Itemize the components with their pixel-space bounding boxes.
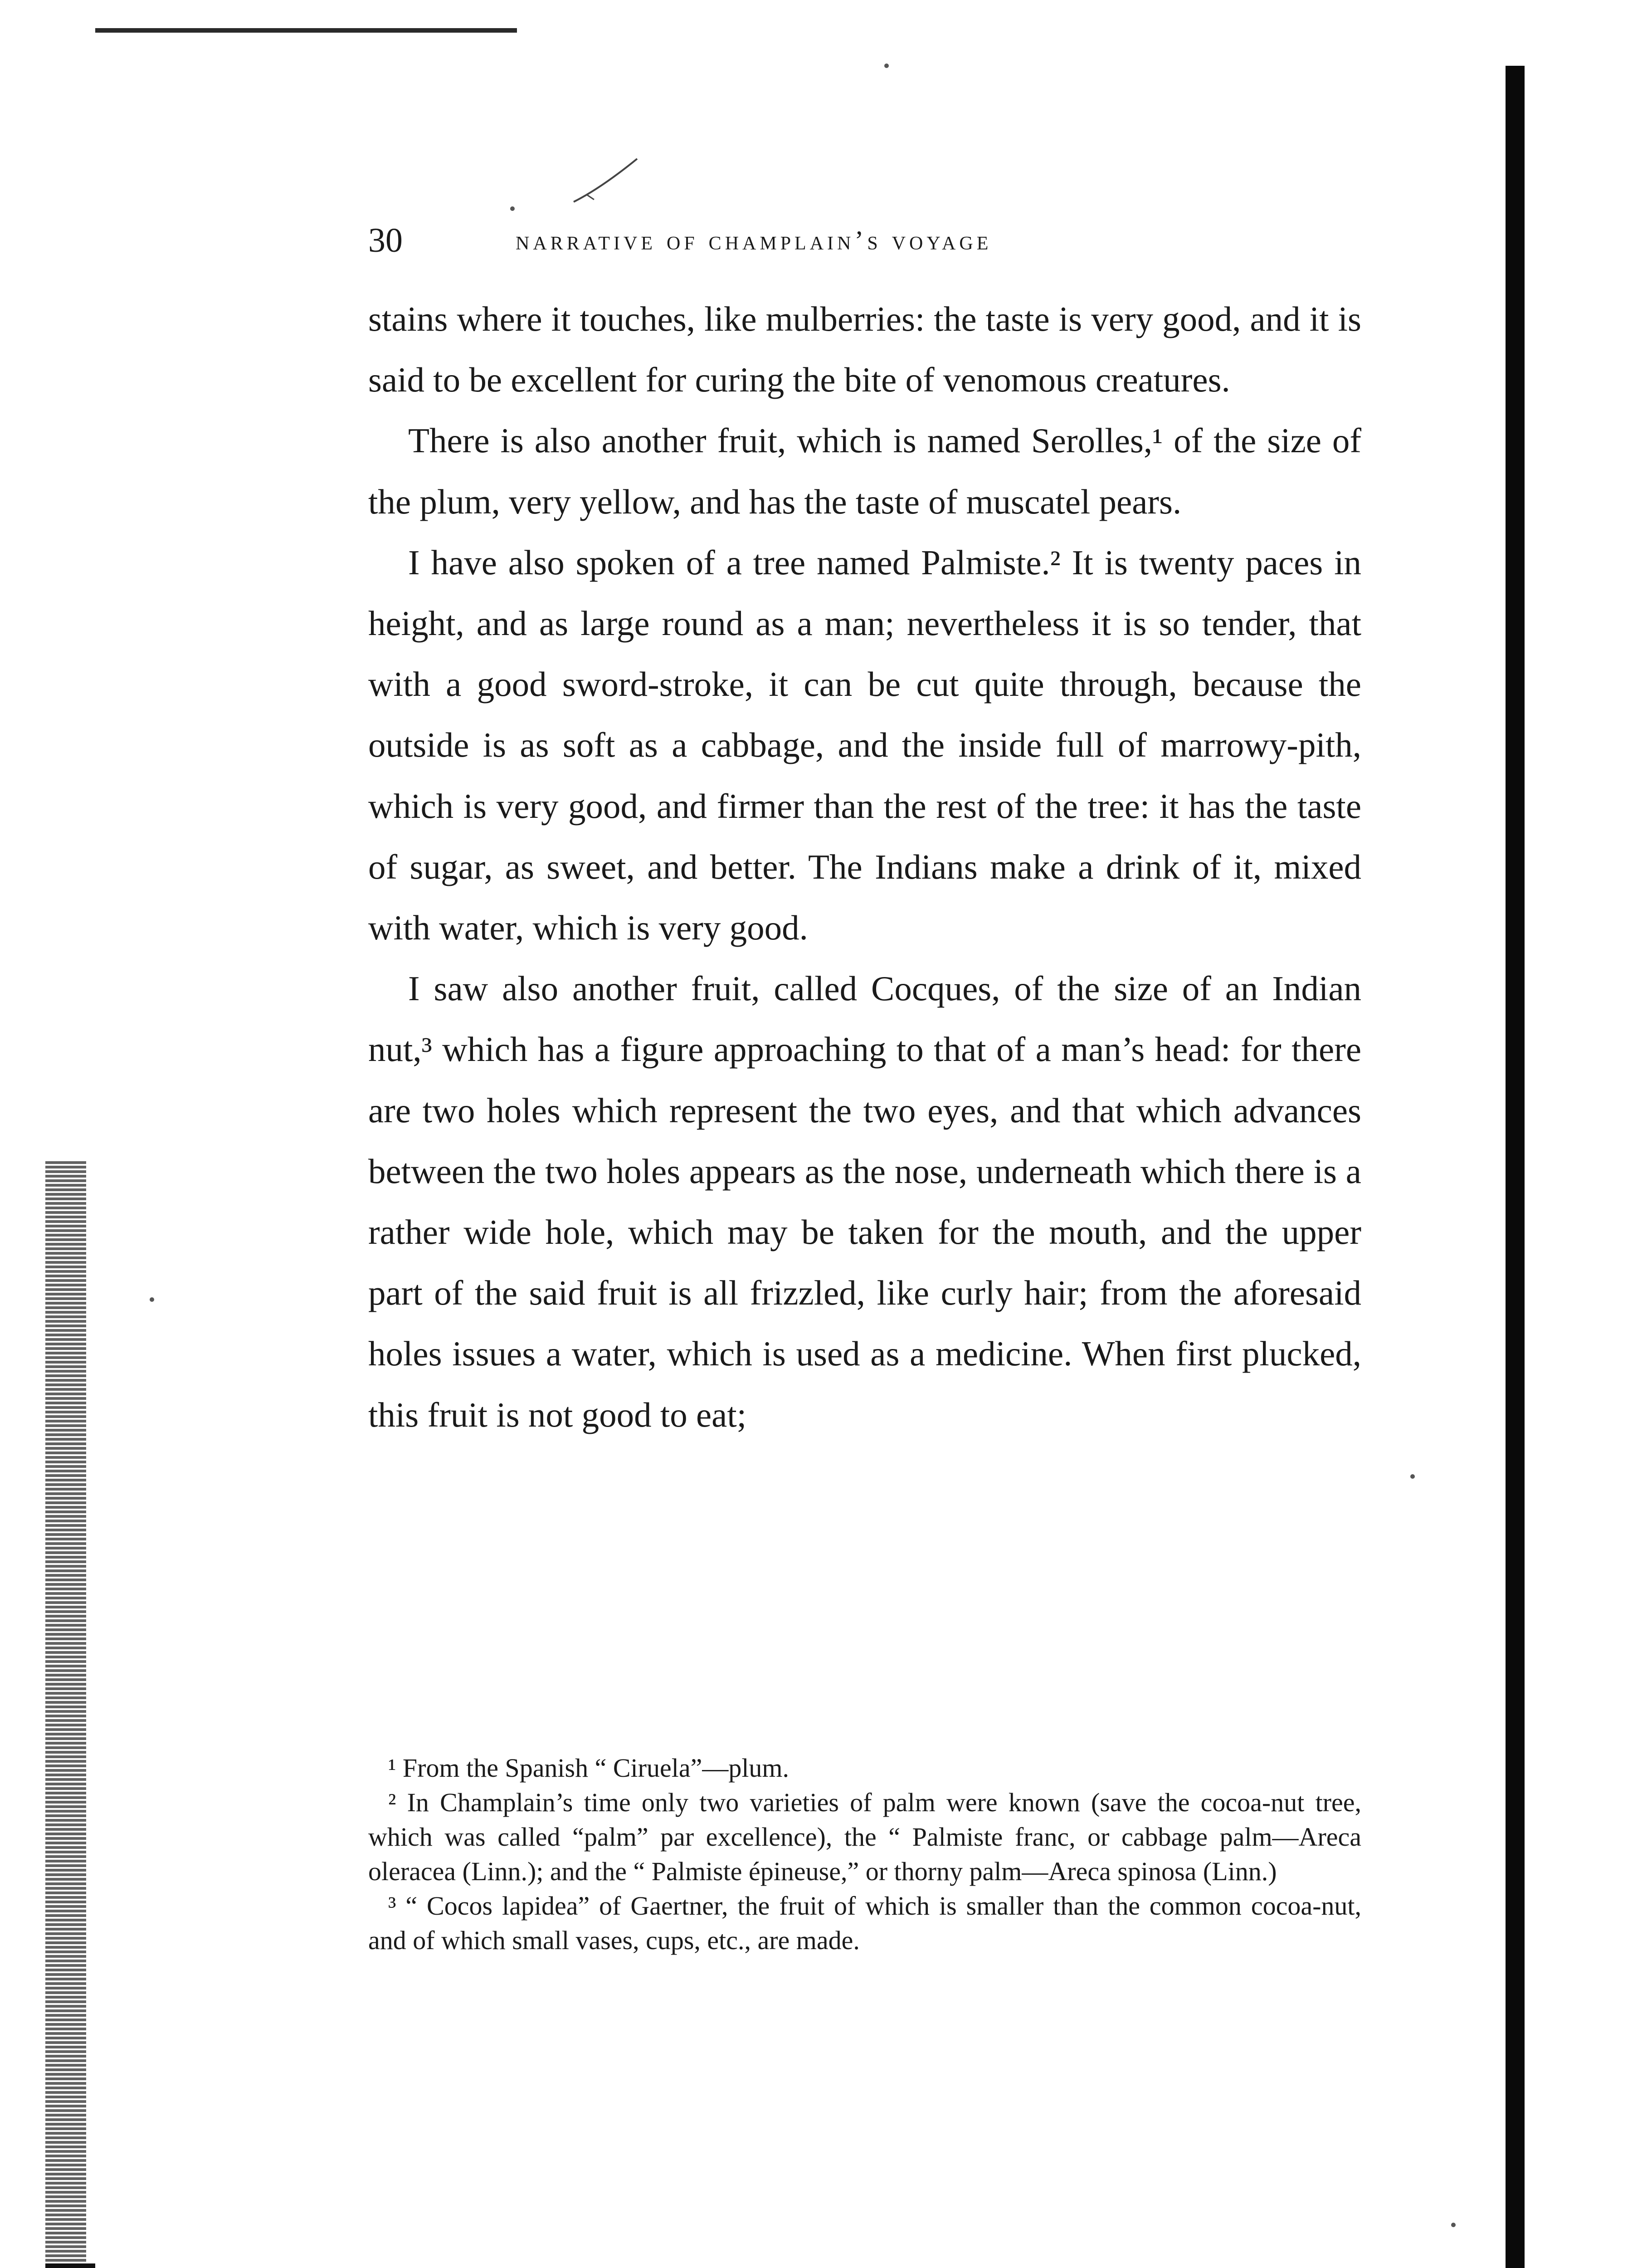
paragraph: I saw also another fruit, called Cocques, of the size of an Indian nut,³ which has a figure approaching to that of a man’s head: for there are two holes which represent the two eyes, and that which advances between the two holes appears as the nose, underneath which there is a rather wide hole, which may be taken for the mouth, and the upper part of the said fruit is all frizzled, like curly hair; from the aforesaid holes issues a water, which is used as a medicine. When first plucked, this fruit is not good to eat;: [368, 969, 1361, 1434]
scan-speck: [150, 1297, 154, 1302]
scan-speck: [1451, 2223, 1456, 2227]
running-head: narrative of champlain’s voyage: [516, 225, 992, 255]
body-text: [368, 288, 1361, 1445]
footnote: ¹ From the Spanish “ Ciruela”—plum.: [388, 1753, 789, 1783]
scan-top-rule: [95, 28, 517, 33]
footnotes: [368, 1751, 1361, 1958]
paragraph: stains where it touches, like mulberries: the taste is very good, and it is said to be excellent for curing the bite of venomous creatures.: [368, 299, 1361, 400]
paragraph: There is also another fruit, which is named Serolles,¹ of the size of the plum, very yellow, and has the taste of muscatel pears.: [368, 421, 1361, 521]
scan-speck: [884, 64, 889, 68]
page-right-edge-bar: [1506, 66, 1525, 2268]
binding-edge-shadow: [45, 1161, 86, 2268]
page-header: [368, 218, 1366, 263]
scan-speck: [510, 206, 515, 211]
paragraph: I have also spoken of a tree named Palmiste.² It is twenty paces in height, and as large round as a man; nevertheless it is so tender, that with a good sword-stroke, it can be cut quite through, because the outside is as soft as a cabbage, and the inside full of marrowy-pith, which is very good, and firmer than the rest of the tree: it has the taste of sugar, as sweet, and better. The Indians make a drink of it, mixed with water, which is very good.: [368, 543, 1361, 948]
binding-foot-shadow: [45, 2263, 95, 2268]
page-number: 30: [368, 221, 403, 259]
pencil-mark: [569, 156, 642, 206]
footnote: ² In Champlain’s time only two varieties of palm were known (save the cocoa-nut tree, which was called “palm” par excellence), the “ Palmiste franc, or cabbage palm—Areca oleracea (Linn.); and the “ Palmiste épineuse,” or thorny palm—Areca spinosa (Linn.): [368, 1788, 1361, 1886]
scan-speck: [1410, 1474, 1415, 1479]
footnote: ³ “ Cocos lapidea” of Gaertner, the fruit of which is smaller than the common cocoa-nut, and of which small vases, cups, etc., are made.: [368, 1891, 1361, 1955]
